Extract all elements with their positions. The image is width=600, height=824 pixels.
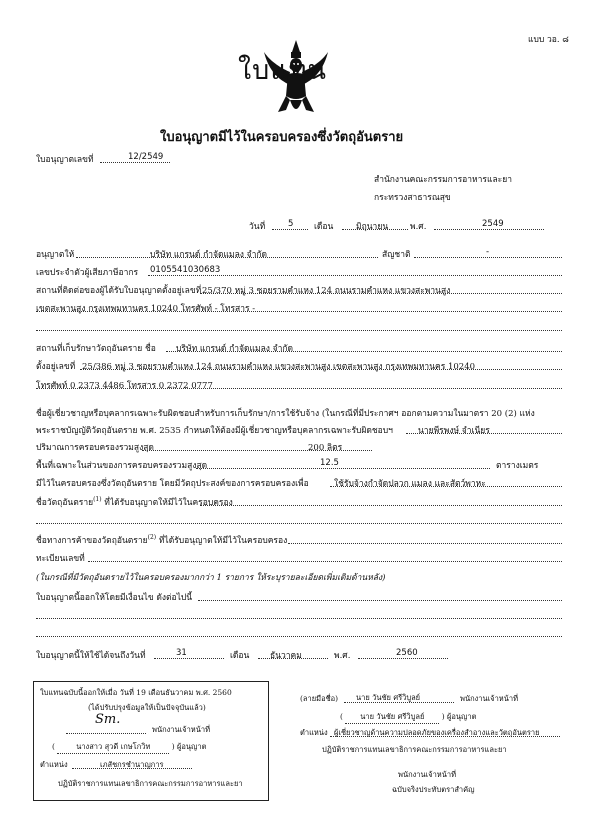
box-officer-label: พนักงานเจ้าหน้าที่	[152, 725, 211, 734]
box-position-value: เภสัชกรชำนาญการ	[100, 760, 164, 769]
area-value: 12.5	[320, 458, 339, 468]
quantity-value: 200 ลิตร	[308, 443, 343, 453]
address-line2: เขตสะพานสูง กรุงเทพมหานคร 10240 โทรศัพท์ - โทรสาร -	[36, 304, 256, 314]
nationality-value: -	[486, 247, 490, 257]
box-licensee-label: ผู้อนุญาต	[177, 742, 207, 751]
storage-phone: โทรศัพท์ 0 2373 4486 โทรสาร 0 2372 0777	[36, 381, 213, 391]
reg-no-label: ทะเบียนเลขที่	[36, 554, 85, 564]
hazard-name-rest: ที่ได้รับอนุญาตให้มีไว้ในครอบครอง	[104, 498, 233, 508]
right-dept: ปฏิบัติราชการแทนเลขาธิการคณะกรรมการอาหารและยา	[322, 745, 507, 754]
box-name: ( นางสาว สุวดี เกษโกวิท ) ผู้อนุญาต	[52, 741, 207, 754]
address-line1: 25/370 หมู่ 3 ซอยรามคำแหง 124 ถนนรามคำแหง แขวงสะพานสูง	[202, 286, 451, 296]
box-signature: Sm.	[95, 712, 121, 727]
hazard-name-text: ชื่อวัตถุอันตราย	[36, 498, 94, 508]
licensee-label: อนุญาตให้	[36, 250, 75, 260]
trade-name-rest: ที่ได้รับอนุญาตให้มีไว้ในครอบครอง	[158, 536, 288, 546]
right-officer-label: พนักงานเจ้าหน้าที่	[460, 694, 519, 703]
form-code: แบบ วอ. ๘	[528, 35, 569, 45]
tax-value: 0105541030683	[150, 265, 221, 275]
expiry-year-label: พ.ศ.	[334, 651, 351, 661]
date-month: มิถุนายน	[356, 222, 389, 232]
license-no-label: ใบอนุญาตเลขที่	[36, 155, 94, 165]
purpose-label: มีไว้ในครอบครองซึ่งวัตถุอันตราย โดยมีวัตถุประสงค์ของการครอบครองเพื่อ	[36, 479, 309, 489]
storage-name-label: สถานที่เก็บรักษาวัตถุอันตราย ชื่อ	[36, 344, 156, 354]
box-line2: (ได้ปรับปรุงข้อมูลให้เป็นปัจจุบันแล้ว)	[88, 703, 206, 712]
purpose-value: ใช้รับจ้างกำจัดปลวก แมลง และสัตว์พาหะ	[334, 479, 486, 489]
area-unit: ตารางเมตร	[496, 461, 539, 471]
sign-label: (ลายมือชื่อ)	[300, 694, 339, 703]
sign-name: นาย วันชัย ศรีวิบูลย์	[356, 693, 421, 702]
licensee-value: บริษัท แกรนด์ กำจัดแมลง จำกัด	[150, 250, 268, 260]
right-name-value: นาย วันชัย ศรีวิบูลย์	[345, 711, 439, 724]
cert-line2: ฉบับจริงประทับตราสำคัญ	[392, 785, 475, 794]
quantity-label: ปริมาณการครอบครองรวมสูงสุด	[36, 443, 154, 453]
date-day: 5	[288, 219, 294, 229]
storage-addr-label: ตั้งอยู่เลขที่	[36, 362, 76, 372]
conditions-label: ใบอนุญาตนี้ออกให้โดยมีเงื่อนไข ดังต่อไปนี้	[36, 593, 193, 603]
responsible-line2: พระราชบัญญัติวัตถุอันตราย พ.ศ. 2535 กำหนดให้ต้องมีผู้เชี่ยวชาญหรือบุคลากรเฉพาะรับผิดชอบฯ	[36, 426, 393, 436]
date-month-label: เดือน	[314, 222, 334, 232]
expiry-label: ใบอนุญาตนี้ให้ใช้ได้จนถึงวันที่	[36, 651, 146, 661]
box-position-label: ตำแหน่ง	[40, 760, 68, 769]
hazard-name-sup: (1)	[93, 496, 102, 504]
expiry-month: ธันวาคม	[270, 651, 302, 661]
date-year: 2549	[482, 219, 504, 229]
tax-label: เลขประจำตัวผู้เสียภาษีอากร	[36, 268, 139, 278]
right-name: ( นาย วันชัย ศรีวิบูลย์ ) ผู้อนุญาต	[340, 711, 477, 724]
address-label: สถานที่ติดต่อของผู้ได้รับใบอนุญาตตั้งอยู่เลขที่	[36, 286, 202, 296]
box-line1: ใบแทนฉบับนี้ออกให้เมื่อ วันที่ 19 เดือนธันวาคม พ.ศ. 2560	[40, 688, 232, 697]
hazard-name-label	[36, 495, 233, 509]
right-position-label: ตำแหน่ง	[300, 728, 328, 737]
date-year-label: พ.ศ.	[410, 222, 427, 232]
note: (ในกรณีที่มีวัตถุอันตรายไว้ในครอบครองมากกว่า 1 รายการ ให้ระบุรายละเอียดเพิ่มเติมด้านหลัง)	[36, 573, 386, 583]
area-label: พื้นที่เฉพาะในส่วนของการครอบครองรวมสูงสุด	[36, 461, 208, 471]
right-licensee-label: ผู้อนุญาต	[447, 712, 477, 721]
responsible-line1: ชื่อผู้เชี่ยวชาญหรือบุคลากรเฉพาะรับผิดชอบสำหรับการเก็บรักษา/การใช้รับจ้าง (ในกรณีที่มีประกาศฯ ออกตามความในมาตรา 20 (2) แห่ง	[36, 409, 535, 419]
trade-name-sup: (2)	[147, 534, 157, 542]
box-dept: ปฏิบัติราชการแทนเลขาธิการคณะกรรมการอาหารและยา	[58, 779, 243, 788]
storage-addr-value: 25/386 หมู่ 3 ซอยรามคำแหง 124 ถนนรามคำแหง แขวงสะพานสูง เขตสะพานสูง กรุงเทพมหานคร 10240	[82, 362, 476, 372]
responsible-name: นายพีรพงษ์ จำเนียร	[418, 426, 490, 436]
issuer-line2: กระทรวงสาธารณสุข	[374, 193, 451, 203]
storage-name-value: บริษัท แกรนด์ กำจัดแมลง จำกัด	[176, 344, 294, 354]
trade-name-label	[36, 533, 287, 547]
nationality-label: สัญชาติ	[382, 250, 411, 260]
issuer-line1: สำนักงานคณะกรรมการอาหารและยา	[374, 175, 512, 185]
right-position-value: ผู้เชี่ยวชาญด้านความปลอดภัยของเครื่องสำอางและวัตถุอันตราย	[334, 728, 540, 737]
license-no-value: 12/2549	[128, 152, 164, 162]
expiry-day: 31	[176, 648, 187, 658]
date-day-label: วันที่	[249, 222, 266, 232]
expiry-month-label: เดือน	[230, 651, 250, 661]
expiry-year: 2560	[396, 648, 418, 658]
trade-name-text: ชื่อทางการค้าของวัตถุอันตราย	[36, 536, 148, 546]
page-title: ใบอนุญาตมีไว้ในครอบครองซึ่งวัตถุอันตราย	[160, 130, 404, 145]
replacement-stamp: ใบแทน	[238, 55, 327, 86]
cert-line1: พนักงานเจ้าหน้าที่	[398, 770, 457, 779]
box-name-value: นางสาว สุวดี เกษโกวิท	[57, 741, 169, 754]
